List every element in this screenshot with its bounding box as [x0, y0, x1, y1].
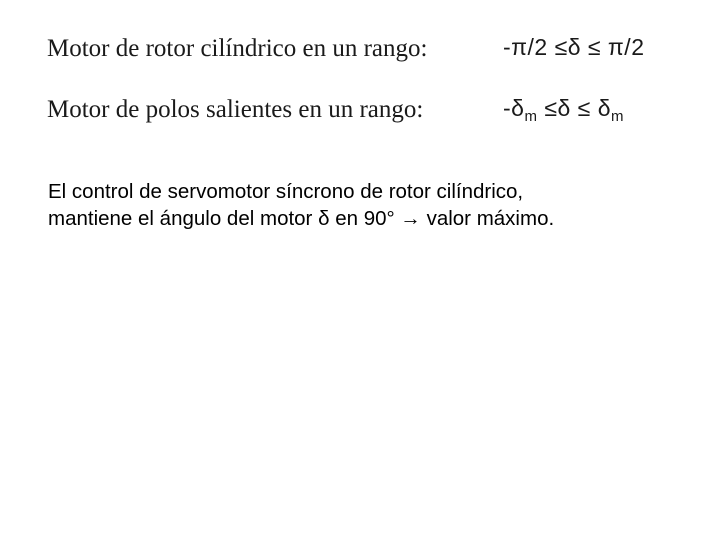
salient-pole-condition: [503, 97, 624, 124]
cylindrical-rotor-condition: -π/2 ≤δ ≤ π/2: [503, 34, 645, 60]
condition-middle: ≤δ ≤ δ: [537, 95, 611, 121]
body-text-line-1: El control de servomotor síncrono de rotor cilíndrico,: [48, 180, 524, 203]
salient-pole-label: Motor de polos salientes en un rango:: [47, 96, 424, 123]
cylindrical-rotor-range: [0, 36, 720, 66]
cylindrical-rotor-label: Motor de rotor cilíndrico en un rango:: [47, 35, 428, 62]
body-text-line-2: mantiene el ángulo del motor δ en 90° → valor máximo.: [48, 207, 555, 230]
condition-subscript-2: m: [611, 108, 624, 125]
servomotor-control-text: [48, 178, 688, 232]
condition-subscript-1: m: [524, 108, 538, 125]
condition-prefix: -δ: [503, 95, 525, 121]
salient-pole-range: [0, 97, 720, 127]
